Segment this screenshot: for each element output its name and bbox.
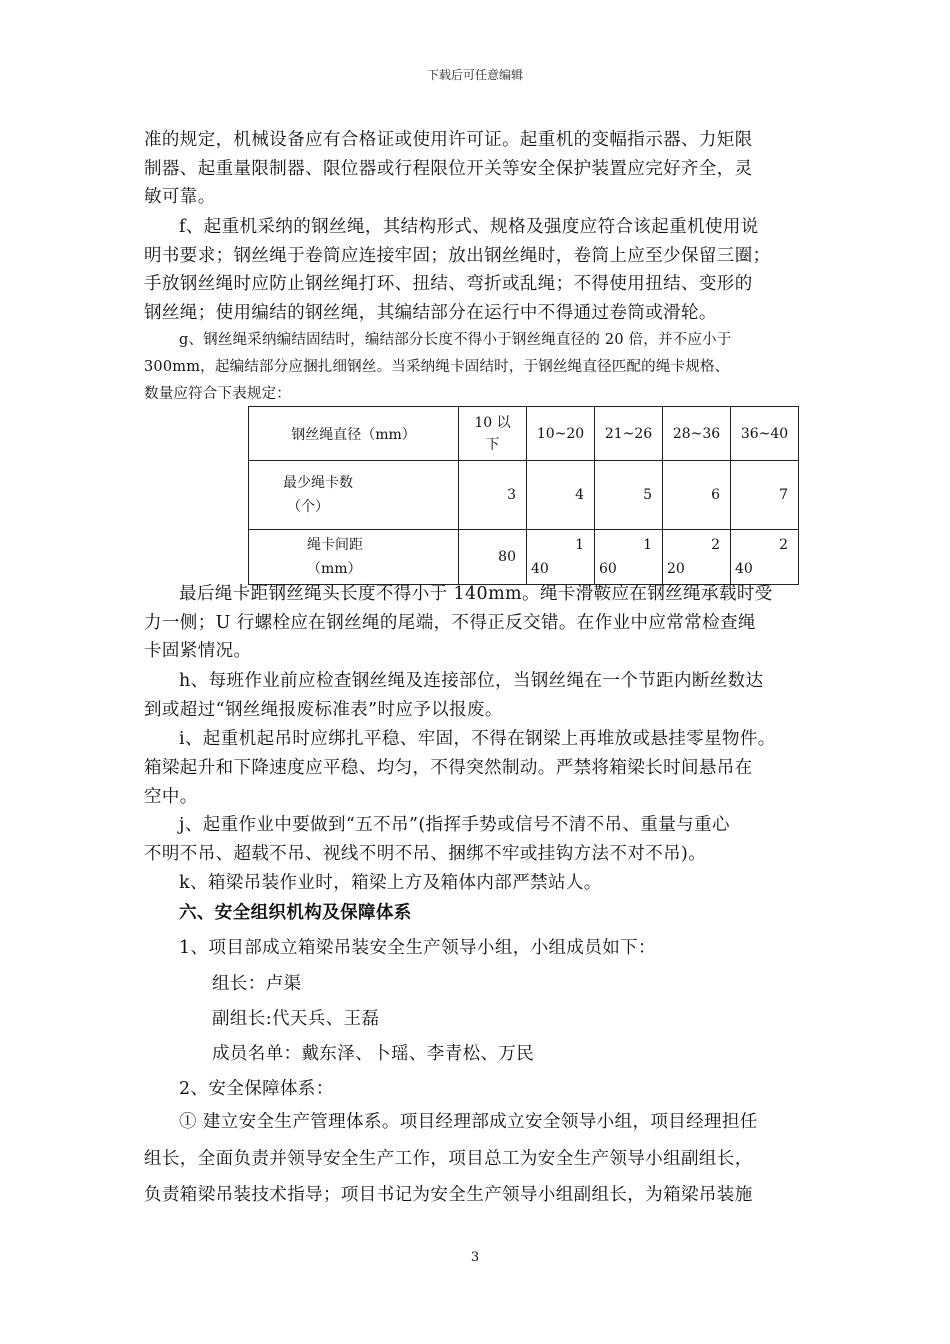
page-header: 下载后可任意编辑 bbox=[426, 68, 523, 82]
table-cell: 10 以 下 bbox=[459, 407, 527, 461]
text-line: 到或超过“钢丝绳报废标准表”时应予以报废。 bbox=[144, 700, 503, 720]
text-line: 制器、起重量限制器、限位器或行程限位开关等安全保护装置应完好齐全，灵 bbox=[144, 159, 753, 179]
text-line: 卡固紧情况。 bbox=[144, 641, 252, 661]
text-line: 2、安全保障体系： bbox=[179, 1079, 334, 1099]
page-number: 3 bbox=[470, 1250, 480, 1265]
table-row bbox=[249, 530, 799, 585]
text-line: 钢丝绳；使用编结的钢丝绳，其编结部分在运行中不得通过卷筒或滑轮。 bbox=[144, 303, 717, 323]
text-line: 负责箱梁吊装技术指导；项目书记为安全生产领导小组副组长，为箱梁吊装施 bbox=[144, 1185, 753, 1205]
text-line: 组长：卢渠 bbox=[212, 974, 302, 994]
table-cell: 7 bbox=[731, 461, 799, 530]
table-cell: 21~26 bbox=[595, 407, 663, 461]
text-line: 敏可靠。 bbox=[144, 187, 216, 207]
text-line: 副组长:代天兵、王磊 bbox=[212, 1009, 380, 1029]
table-cell: 5 bbox=[595, 461, 663, 530]
text-line: 准的规定，机械设备应有合格证或使用许可证。起重机的变幅指示器、力矩限 bbox=[144, 130, 753, 150]
table-cell: 1 40 bbox=[527, 530, 595, 585]
table-row bbox=[249, 461, 799, 530]
text-line: 最后绳卡距钢丝绳头长度不得小于 140mm。绳卡滑鞍应在钢丝绳承载时受 bbox=[179, 584, 773, 604]
text-line: 1、项目部成立箱梁吊装安全生产领导小组，小组成员如下： bbox=[179, 938, 656, 958]
text-line: 空中。 bbox=[144, 787, 198, 807]
text-line: 明书要求；钢丝绳于卷筒应连接牢固；放出钢丝绳时，卷筒上应至少保留三圈； bbox=[144, 246, 771, 266]
table-cell: 80 bbox=[459, 530, 527, 585]
text-line: g、钢丝绳采纳编结固结时，编结部分长度不得小于钢丝绳直径的 20 倍，并不应小于 bbox=[179, 332, 732, 348]
text-line: ① 建立安全生产管理体系。项目经理部成立安全领导小组，项目经理担任 bbox=[179, 1112, 758, 1132]
table-cell: 1 60 bbox=[595, 530, 663, 585]
text-line: 不明不吊、超载不吊、视线不明不吊、捆绑不牢或挂钩方法不对不吊)。 bbox=[144, 844, 707, 864]
section-heading: 六、安全组织机构及保障体系 bbox=[179, 903, 412, 923]
text-line: f、起重机采纳的钢丝绳，其结构形式、规格及强度应符合该起重机使用说 bbox=[179, 217, 759, 237]
text-line: i、起重机起吊时应绑扎平稳、牢固，不得在钢梁上再堆放或悬挂零星物件。 bbox=[179, 729, 776, 749]
table-cell: 3 bbox=[459, 461, 527, 530]
table-cell: 2 20 bbox=[663, 530, 731, 585]
text-line: h、每班作业前应检查钢丝绳及连接部位，当钢丝绳在一个节距内断丝数达 bbox=[179, 671, 764, 691]
table-cell: 2 40 bbox=[731, 530, 799, 585]
text-line: 成员名单：戴东泽、卜瑶、李青松、万民 bbox=[212, 1044, 535, 1064]
table-cell: 最少绳卡数 （个） bbox=[249, 461, 459, 530]
text-line: 箱梁起升和下降速度应平稳、均匀，不得突然制动。严禁将箱梁长时间悬吊在 bbox=[144, 758, 753, 778]
rope-clip-table bbox=[248, 406, 799, 585]
text-line: j、起重作业中要做到“五不吊”(指挥手势或信号不清不吊、重量与重心 bbox=[179, 815, 730, 835]
table-row bbox=[249, 407, 799, 461]
text-line: 手放钢丝绳时应防止钢丝绳打环、扭结、弯折或乱绳；不得使用扭结、变形的 bbox=[144, 274, 753, 294]
text-line: 数量应符合下表规定： bbox=[144, 386, 291, 402]
text-line: 组长，全面负责并领导安全生产工作，项目总工为安全生产领导小组副组长， bbox=[144, 1149, 753, 1169]
table-cell: 钢丝绳直径（mm） bbox=[249, 407, 459, 461]
text-line: 300mm，起编结部分应捆扎细钢丝。当采纳绳卡固结时，于钢丝绳直径匹配的绳卡规格、 bbox=[144, 359, 730, 375]
text-line: 力一侧；U 行螺栓应在钢丝绳的尾端，不得正反交错。在作业中应常常检查绳 bbox=[144, 613, 756, 633]
table-cell: 10~20 bbox=[527, 407, 595, 461]
text-line: k、箱梁吊装作业时，箱梁上方及箱体内部严禁站人。 bbox=[179, 873, 602, 893]
table-cell: 绳卡间距 （mm） bbox=[249, 530, 459, 585]
table-cell: 28~36 bbox=[663, 407, 731, 461]
table-cell: 6 bbox=[663, 461, 731, 530]
table-cell: 36~40 bbox=[731, 407, 799, 461]
table-cell: 4 bbox=[527, 461, 595, 530]
